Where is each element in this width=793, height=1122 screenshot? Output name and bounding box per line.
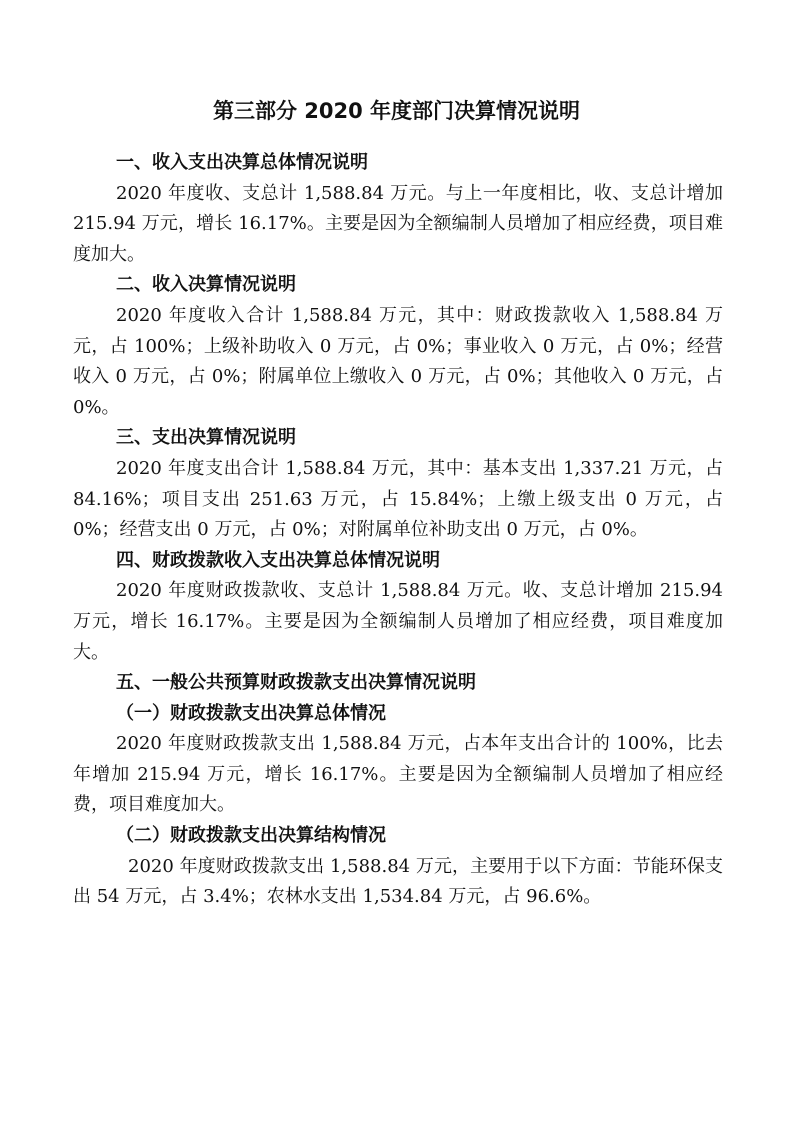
subsection-heading-5-1: （一）财政拨款支出决算总体情况 [116,702,386,724]
document-body [73,148,723,913]
section-heading-1: 一、收入支出决算总体情况说明 [116,152,368,173]
section-heading-2: 二、收入决算情况说明 [116,274,296,296]
section-heading-5: 五、一般公共预算财政拨款支出决算情况说明 [116,672,476,694]
page-title: 第三部分 2020 年度部门决算情况说明 [212,99,581,123]
section-heading-4: 四、财政拨款收入支出决算总体情况说明 [116,549,440,571]
subsection-paragraph-5-1: 2020 年度财政拨款支出 1,588.84 万元，占本年支出合计的 100%，比去年增加 215.94 万元，增长 16.17%。主要是因为全额编制人员增加了相应经费，项目难度加大。 [73,733,723,816]
section-paragraph-3: 2020 年度支出合计 1,588.84 万元，其中：基本支出 1,337.21 万元，占 84.16%；项目支出 251.63 万元，占 15.84%；上缴上级支出 0 万元，占 0%；经营支出 0 万元，占 0%；对附属单位补助支出 0 万元，占 0%。 [73,457,723,541]
subsection-paragraph-5-2: 2020 年度财政拨款支出 1,588.84 万元，主要用于以下方面：节能环保支出 54 万元，占 3.4%；农林水支出 1,534.84 万元，占 96.6%。 [73,855,723,908]
section-heading-3: 三、支出决算情况说明 [116,427,296,449]
subsection-heading-5-2: （二）财政拨款支出决算结构情况 [116,825,386,847]
section-paragraph-1: 2020 年度收、支总计 1,588.84 万元。与上一年度相比，收、支总计增加 215.94 万元，增长 16.17%。主要是因为全额编制人员增加了相应经费，项目难度加大。 [73,182,723,265]
section-paragraph-4: 2020 年度财政拨款收、支总计 1,588.84 万元。收、支总计增加 215.94 万元，增长 16.17%。主要是因为全额编制人员增加了相应经费，项目难度加大。 [73,580,723,663]
section-paragraph-2: 2020 年度收入合计 1,588.84 万元，其中：财政拨款收入 1,588.84 万元，占 100%；上级补助收入 0 万元，占 0%；事业收入 0 万元，占 0%；经营收入 0 万元，占 0%；附属单位上缴收入 0 万元，占 0%；其他收入 0 万元，占 0%。 [73,304,723,418]
